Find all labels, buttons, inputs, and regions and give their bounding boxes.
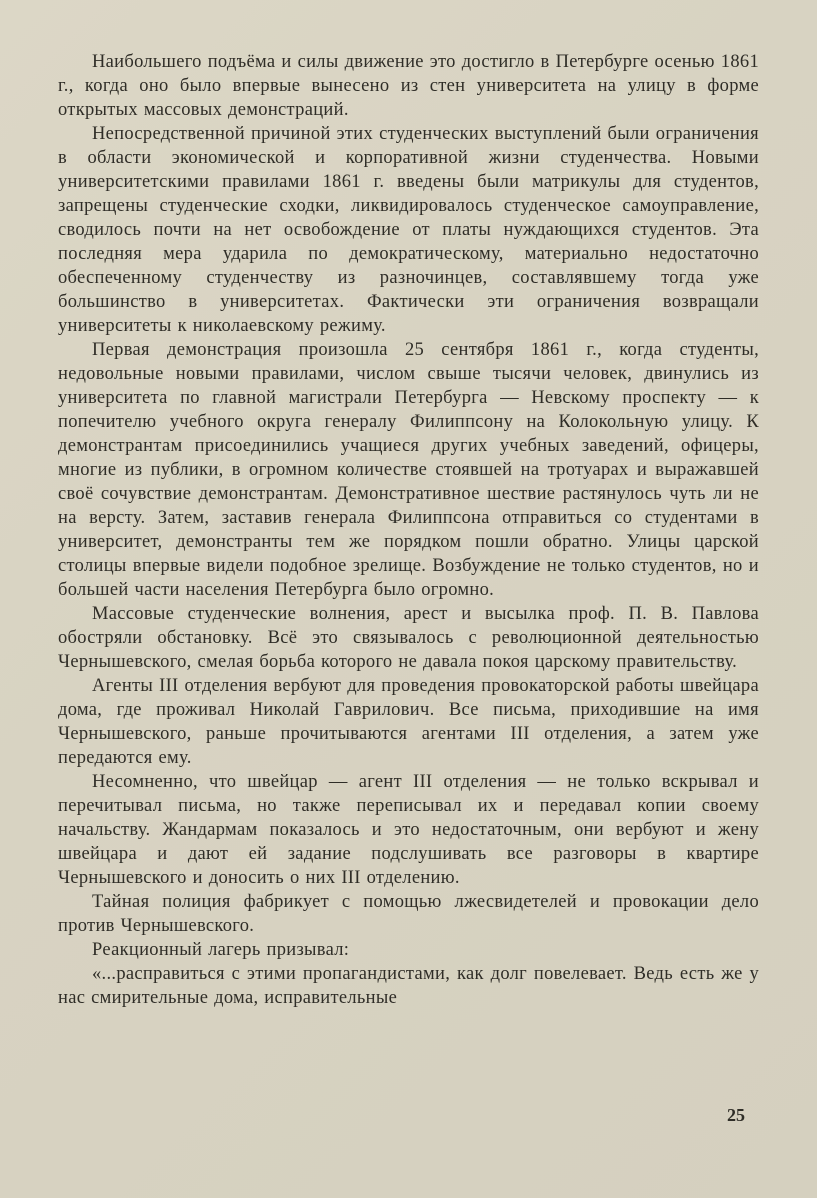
paragraph-8: Реакционный лагерь призывал: bbox=[92, 940, 350, 960]
paragraph-4: Массовые студенческие волнения, арест и высылка проф. П. В. Павлова обостряли обстановку. Всё это связывалось с революционной деятельностью Чернышевского, смелая борьба которого не давала покоя царскому правительству. bbox=[58, 604, 759, 672]
paragraph-1: Наибольшего подъёма и силы движение это достигло в Петербурге осенью 1861 г., когда оно было впервые вынесено из стен университета на улицу в форме открытых массовых демонстраций. bbox=[58, 52, 759, 120]
paragraph-5: Агенты III отделения вербуют для проведения провокаторской работы швейцара дома, где проживал Николай Гаврилович. Все письма, приходившие на имя Чернышевского, раньше прочитываются агентами III отделения, а затем уже передаются ему. bbox=[58, 676, 759, 768]
paragraph-6: Несомненно, что швейцар — агент III отделения — не только вскрывал и перечитывал письма, но также переписывал их и передавал копии своему начальству. Жандармам показалось и это недостаточным, они вербуют и жену швейцара и дают ей задание подслушивать все разговоры в квартире Чернышевского и доносить о них III отделению. bbox=[58, 772, 759, 888]
page-number: 25 bbox=[727, 1105, 745, 1125]
paragraph-7: Тайная полиция фабрикует с помощью лжесвидетелей и провокации дело против Чернышевского. bbox=[58, 892, 759, 936]
paragraph-2: Непосредственной причиной этих студенческих выступлений были ограничения в области экономической и корпоративной жизни студенчества. Новыми университетскими правилами 1861 г. введены были матрикулы для студентов, запрещены студенческие сходки, ликвидировалось студенческое самоуправление, сводилось почти на нет освобождение от платы нуждающихся студентов. Эта последняя мера ударила по демократическому, материально недостаточно обеспеченному студенчеству из разночинцев, составлявшему тогда уже большинство в университетах. Фактически эти ограничения возвращали университеты к николаевскому режиму. bbox=[58, 124, 759, 336]
page-text bbox=[58, 50, 759, 1010]
paragraph-3: Первая демонстрация произошла 25 сентября 1861 г., когда студенты, недовольные новыми правилами, числом свыше тысячи человек, двинулись из университета по главной магистрали Петербурга — Невскому проспекту — к попечителю учебного округа генералу Филиппсону на Колокольную улицу. К демонстрантам присоединились учащиеся других учебных заведений, офицеры, многие из публики, в огромном количестве стоявшей на тротуарах и выражавшей своё сочувствие демонстрантам. Демонстративное шествие растянулось чуть ли не на версту. Затем, заставив генерала Филиппсона отправиться со студентами в университет, демонстранты тем же порядком пошли обратно. Улицы царской столицы впервые видели подобное зрелище. Возбуждение не только студентов, но и большей части населения Петербурга было огромно. bbox=[58, 340, 759, 600]
paragraph-9: «...расправиться с этими пропагандистами, как долг повелевает. Ведь есть же у нас смирительные дома, исправительные bbox=[58, 964, 759, 1008]
